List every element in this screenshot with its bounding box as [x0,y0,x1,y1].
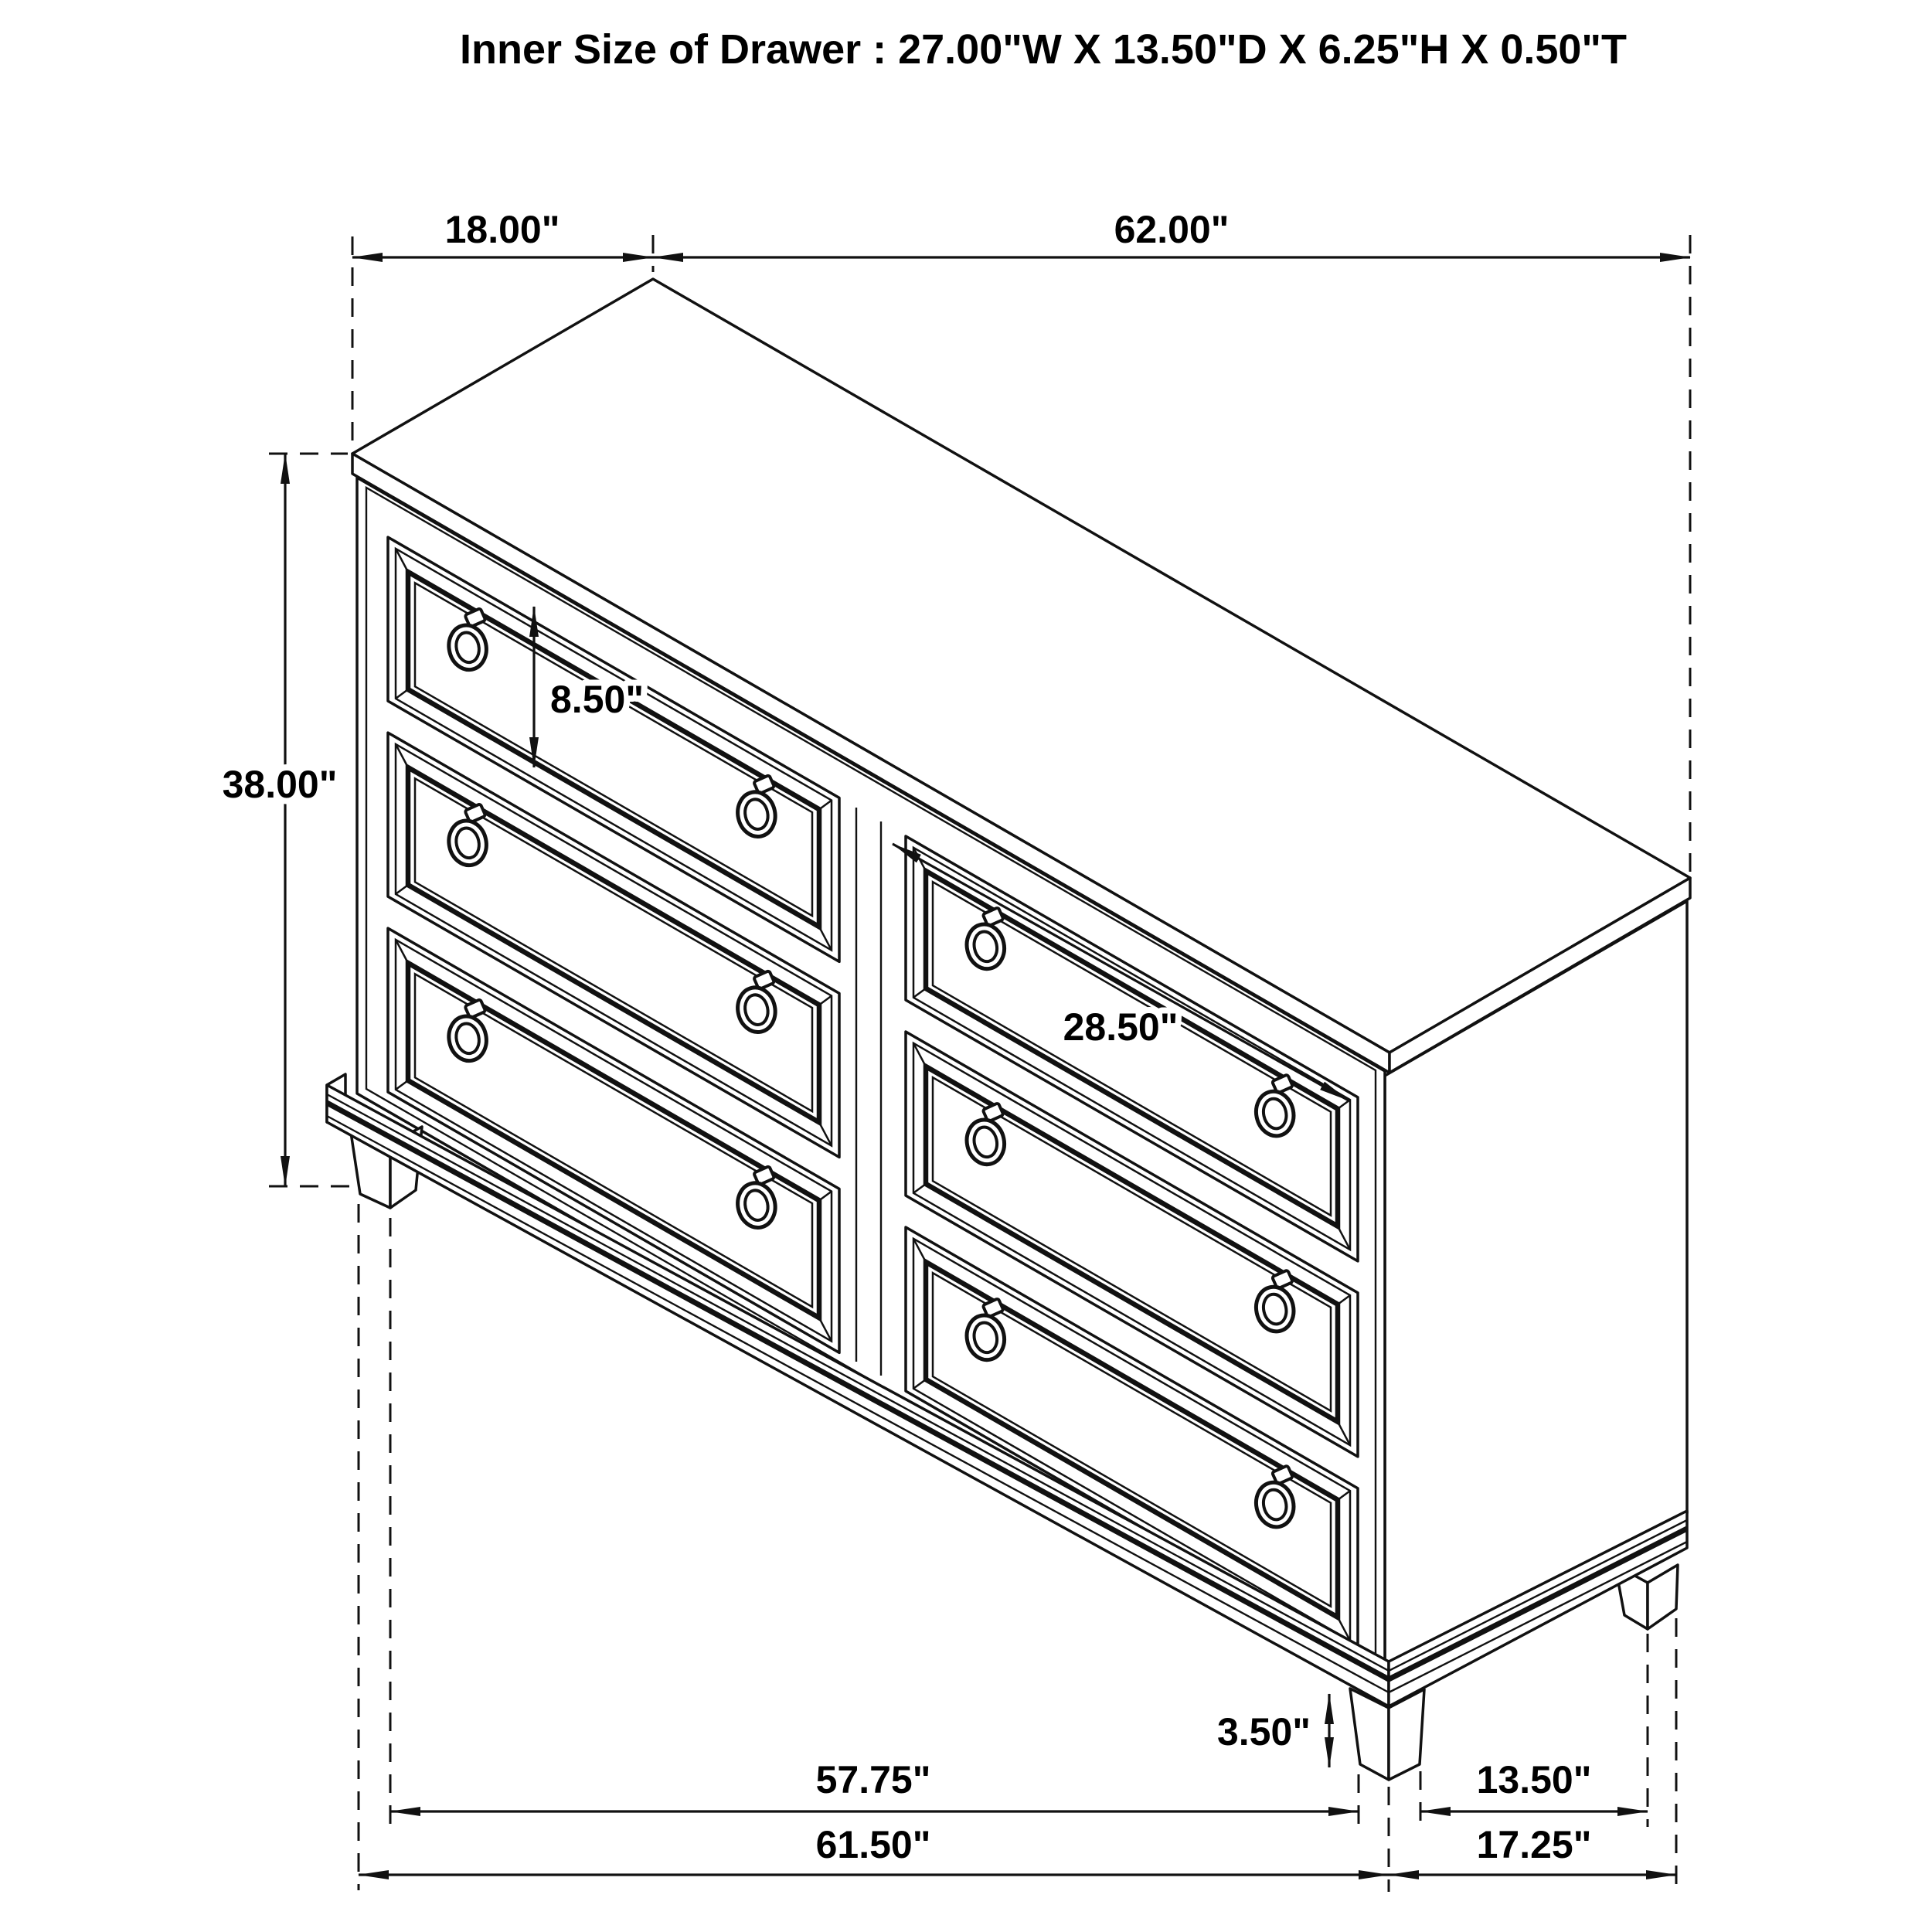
dim-leg-height [1217,1694,1329,1767]
diagram-title: Inner Size of Drawer : 27.00"W X 13.50"D X 6.25"H X 0.50"T [459,26,1628,73]
dim-side-span-overall [1389,1823,1676,1875]
dim-width-top [653,208,1690,257]
dimension-label: 38.00" [222,763,338,806]
dim-front-span-overall [359,1823,1389,1875]
dimension-label: 28.50" [1063,1005,1179,1049]
dimension-label: 62.00" [1114,208,1230,251]
dimension-label: 18.00" [444,208,560,251]
dimension-label: 17.25" [1476,1823,1592,1866]
back-right-leg [1648,1565,1678,1629]
dimension-label: 61.50" [815,1823,931,1866]
dresser-drawing [327,279,1690,1780]
dim-front-span-legs [390,1758,1359,1811]
dim-side-span-legs [1420,1758,1648,1811]
dimension-label: 8.50" [550,678,645,721]
dimension-label: 57.75" [815,1758,931,1801]
dimension-label: 3.50" [1216,1710,1311,1753]
dim-depth-top [352,208,653,257]
dimension-label: 13.50" [1476,1758,1592,1801]
dim-height-overall [223,454,338,1186]
